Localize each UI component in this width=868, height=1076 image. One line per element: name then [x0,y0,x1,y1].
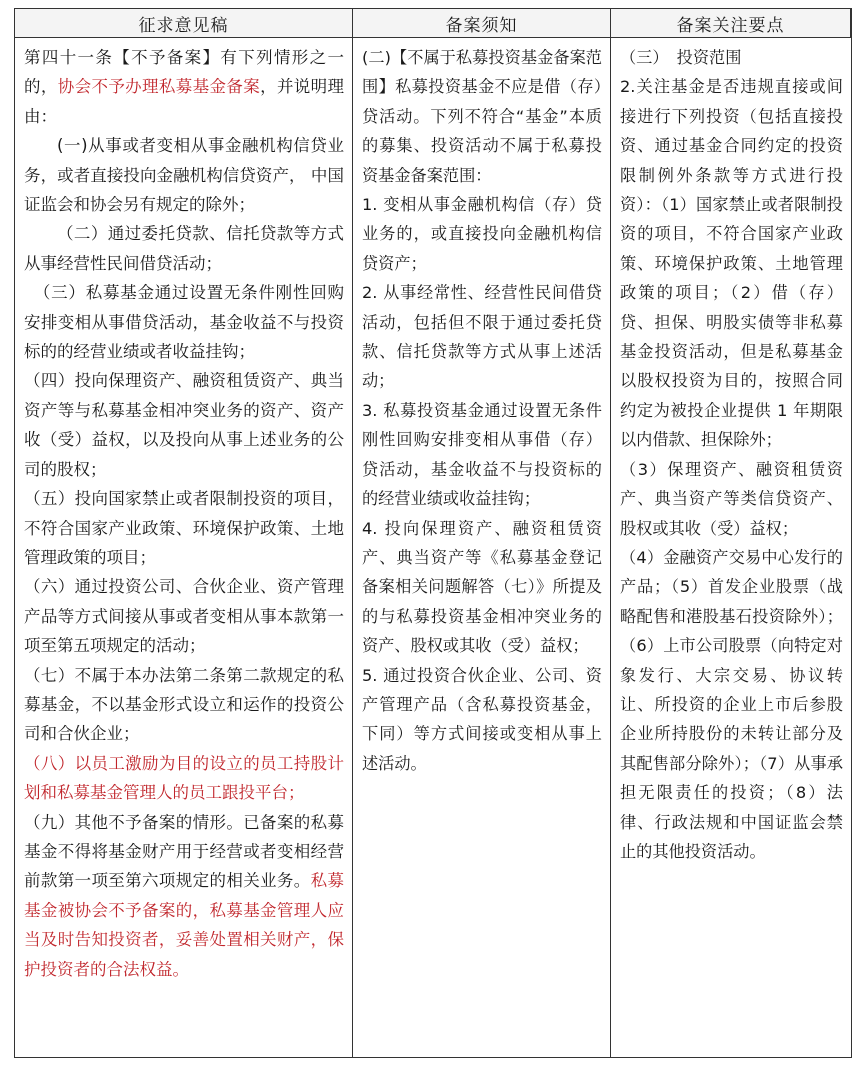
draft-item-1: (一)从事或者变相从事金融机构信贷业务，或者直接投向金融机构信贷资产， 中国证监会和协会另有规定的除外； [24,136,344,215]
notice-item-2: 2. 从事经常性、经营性民间借贷活动，包括但不限于通过委托贷款、信托贷款等方式从事上述活动； [362,283,602,391]
header-filing-notice: 备案须知 [353,9,611,38]
notice-item-4: 4. 投向保理资产、融资租赁资产、典当资产等《私募基金登记备案相关问题解答（七）》所提及的与私募投资基金相冲突业务的资产、股权或其收（受）益权； [362,518,602,656]
comparison-table [14,8,852,1058]
notice-item-3: 3. 私募投资基金通过设置无条件刚性回购安排变相从事借（存）贷活动，基金收益不与投资标的的经营业绩或收益挂钩； [362,400,602,509]
header-filing-key-points: 备案关注要点 [611,9,851,38]
filing-notice-column [353,38,611,1057]
key-points-title: （三） 投资范围 [620,48,742,67]
highlight-text: 私募基金被协会不予备案的，私募基金管理人应当及时告知投资者，妥善处置相关财产，保护投资者的合法权益。 [24,871,345,979]
draft-item-8: （八）以员工激励为目的设立的员工持股计划和私募基金管理人的员工跟投平台； [24,753,344,803]
key-points-body-2: （3）保理资产、融资租赁资产、典当资产等类信贷资产、股权或其收（受）益权； [620,459,843,538]
key-points-body-1: 2.关注基金是否违规直接或间接进行下列投资（包括直接投资、通过基金合同约定的投资限制例外条款等方式进行投资）：（1）国家禁止或者限制投资的项目，不符合国家产业政策、环境保护政策、土地管理政策的项目；（2）借（存）贷、担保、明股实债等非私募基金投资活动，但是私募基金以股权投资为目的，按照合同约定为被投企业提供 1 年期限以内借款、担保除外； [620,77,843,450]
header-draft: 征求意见稿 [15,9,353,38]
highlight-text: 协会不予办理私募基金备案 [57,77,261,97]
notice-intro: (二)【不属于私募投资基金备案范围】私募投资基金不应是借（存）贷活动。下列不符合“基金”本质的募集、投资活动不属于私募投资基金备案范围： [362,48,602,185]
draft-column [15,38,353,1057]
key-points-column [611,38,851,1057]
draft-item-3: （三）私募基金通过设置无条件刚性回购安排变相从事借贷活动，基金收益不与投资标的的经营业绩或者收益挂钩； [24,283,344,362]
notice-item-5: 5. 通过投资合伙企业、公司、资产管理产品（含私募投资基金，下同）等方式间接或变相从事上述活动。 [362,665,602,773]
key-points-body-3: （4）金融资产交易中心发行的产品；（5）首发企业股票（战略配售和港股基石投资除外）；（6）上市公司股票（向特定对象发行、大宗交易、协议转让、所投资的企业上市后参股企业所持股份的未转让部分及其配售部分除外）；（7）从事承担无限责任的投资；（8）法律、行政法规和中国证监会禁止的其他投资活动。 [620,547,843,861]
draft-item-6: （六）通过投资公司、合伙企业、资产管理产品等方式间接从事或者变相从事本款第一项至第五项规定的活动； [24,577,344,656]
draft-item-5: （五）投向国家禁止或者限制投资的项目，不符合国家产业政策、环境保护政策、土地管理政策的项目； [24,489,344,567]
draft-item-7: （七）不属于本办法第二条第二款规定的私募基金，不以基金形式设立和运作的投资公司和合伙企业； [24,665,344,744]
article-intro: 第四十一条【不予备案】有下列情形之一的，协会不予办理私募基金备案，并说明理由： [24,48,345,126]
draft-item-2: （二）通过委托贷款、信托贷款等方式从事经营性民间借贷活动； [24,224,344,273]
draft-item-9: （九）其他不予备案的情形。已备案的私募基金不得将基金财产用于经营或者变相经营前款第一项至第六项规定的相关业务。私募基金被协会不予备案的，私募基金管理人应当及时告知投资者，妥善处置相关财产，保护投资者的合法权益。 [24,812,345,979]
draft-item-4: （四）投向保理资产、融资租赁资产、典当资产等与私募基金相冲突业务的资产、资产收（受）益权，以及投向从事上述业务的公司的股权； [24,371,344,479]
notice-item-1: 1. 变相从事金融机构信（存）贷业务的，或直接投向金融机构信贷资产； [362,195,602,273]
